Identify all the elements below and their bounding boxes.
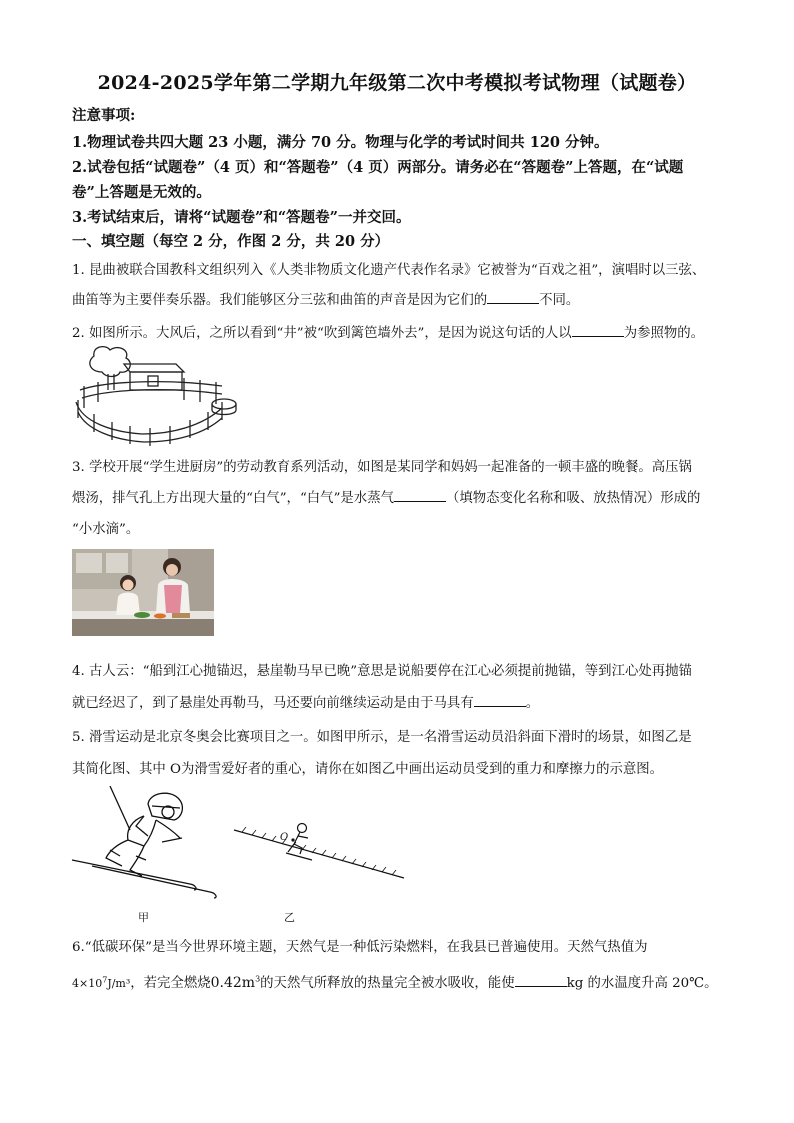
q3-blank[interactable] — [394, 489, 446, 502]
notice-item-3: 3.考试结束后，请将“试题卷”和“答题卷”一并交回。 — [72, 209, 411, 226]
q6-text-a: ，若完全燃烧 — [130, 976, 211, 991]
q1-line1: 1. 昆曲被联合国教科文组织列入《人类非物质文化遗产代表作名录》它被誉为“百戏之祖”，演唱时以三弦、 — [72, 263, 706, 278]
q4-line1: 4. 古人云：“船到江心抛锚迟，悬崖勒马早已晚”意思是说船要停在江心必须提前抛锚，等到江心处再抛锚 — [72, 664, 692, 679]
q5-line1: 5. 滑雪运动是北京冬奥会比赛项目之一。如图甲所示，是一名滑雪运动员沿斜面下滑时的场景，如图乙是 — [72, 730, 692, 745]
q2-text-b: 为参照物的。 — [623, 326, 705, 341]
section-heading: 一、填空题（每空 2 分，作图 2 分，共 20 分） — [72, 233, 390, 250]
q5-line2: 其简化图、其中 O为滑雪爱好者的重心，请你在如图乙中画出运动员受到的重力和摩擦力的示意图。 — [72, 762, 664, 777]
q3-text-a: 煨汤，排气孔上方出现大量的“白气”，“白气”是水蒸气 — [72, 491, 394, 506]
ski-front — [92, 866, 216, 898]
q1-text-b: 不同。 — [539, 293, 580, 308]
q3-line3: “小水滴”。 — [72, 522, 140, 537]
simplified-ski — [286, 853, 312, 860]
q4-line2 — [72, 692, 732, 711]
notice-item-2-cont: 卷”上答题是无效的。 — [72, 184, 211, 201]
q3-text-b: （填物态变化名称和吸、放热情况）形成的 — [445, 491, 701, 506]
q2-line1 — [72, 322, 732, 341]
q4-text-a: 就已经迟了，到了悬崖处再勒马，马还要向前继续运动是由于马具有 — [72, 696, 474, 711]
heat-value: $4\times 10^7J/m^3$ — [72, 975, 131, 990]
q6-text-c: kg 的水温度升高 20℃。 — [566, 976, 718, 991]
point-o-label: O — [280, 832, 289, 843]
kitchen-photo — [72, 549, 214, 636]
fence-figure — [72, 342, 242, 447]
caption-yi: 乙 — [284, 911, 295, 924]
q1-line2 — [72, 289, 732, 308]
slope-figure — [232, 822, 408, 882]
q1-text-a: 曲笛等为主要伴奏乐器。我们能够区分三弦和曲笛的声音是因为它们的 — [72, 293, 488, 308]
notice-heading: 注意事项: — [72, 107, 136, 124]
notice-item-1: 1.物理试卷共四大题 23 小题，满分 70 分。物理与化学的考试时间共 120 分钟。 — [72, 134, 609, 151]
skier-figure — [70, 786, 220, 906]
q6-blank[interactable] — [515, 974, 567, 987]
slope-line — [234, 830, 404, 878]
q1-blank[interactable] — [487, 291, 539, 304]
q4-text-b: 。 — [525, 696, 540, 711]
caption-jia: 甲 — [138, 911, 149, 924]
page-title: 2024-2025学年第二学期九年级第二次中考模拟考试物理（试题卷） — [97, 72, 697, 94]
gravity-center-point — [291, 838, 294, 841]
q6-line2 — [72, 972, 752, 991]
q3-line1: 3. 学校开展“学生进厨房”的劳动教育系列活动，如图是某同学和妈妈一起准备的一顿丰盛的晚餐。高压锅 — [72, 460, 692, 475]
q2-text-a: 2. 如图所示。大风后，之所以看到“井”被“吹到篱笆墙外去”，是因为说这句话的人以 — [72, 326, 572, 341]
q6-line1: 6.“低碳环保”是当今世界环境主题，天然气是一种低污染燃料，在我县已普遍使用。天然气热值为 — [72, 940, 648, 955]
tree-crown — [90, 347, 130, 377]
notice-item-2: 2.试卷包括“试题卷”（4 页）和“答题卷”（4 页）两部分。请务必在“答题卷”上答题，在“试题 — [72, 159, 684, 176]
q2-blank[interactable] — [572, 324, 624, 337]
gas-volume: $0.42m^3$ — [210, 974, 261, 991]
q6-text-b: 的天然气所释放的热量完全被水吸收，能使 — [260, 976, 515, 991]
q4-blank[interactable] — [474, 694, 526, 707]
q3-line2 — [72, 487, 732, 506]
